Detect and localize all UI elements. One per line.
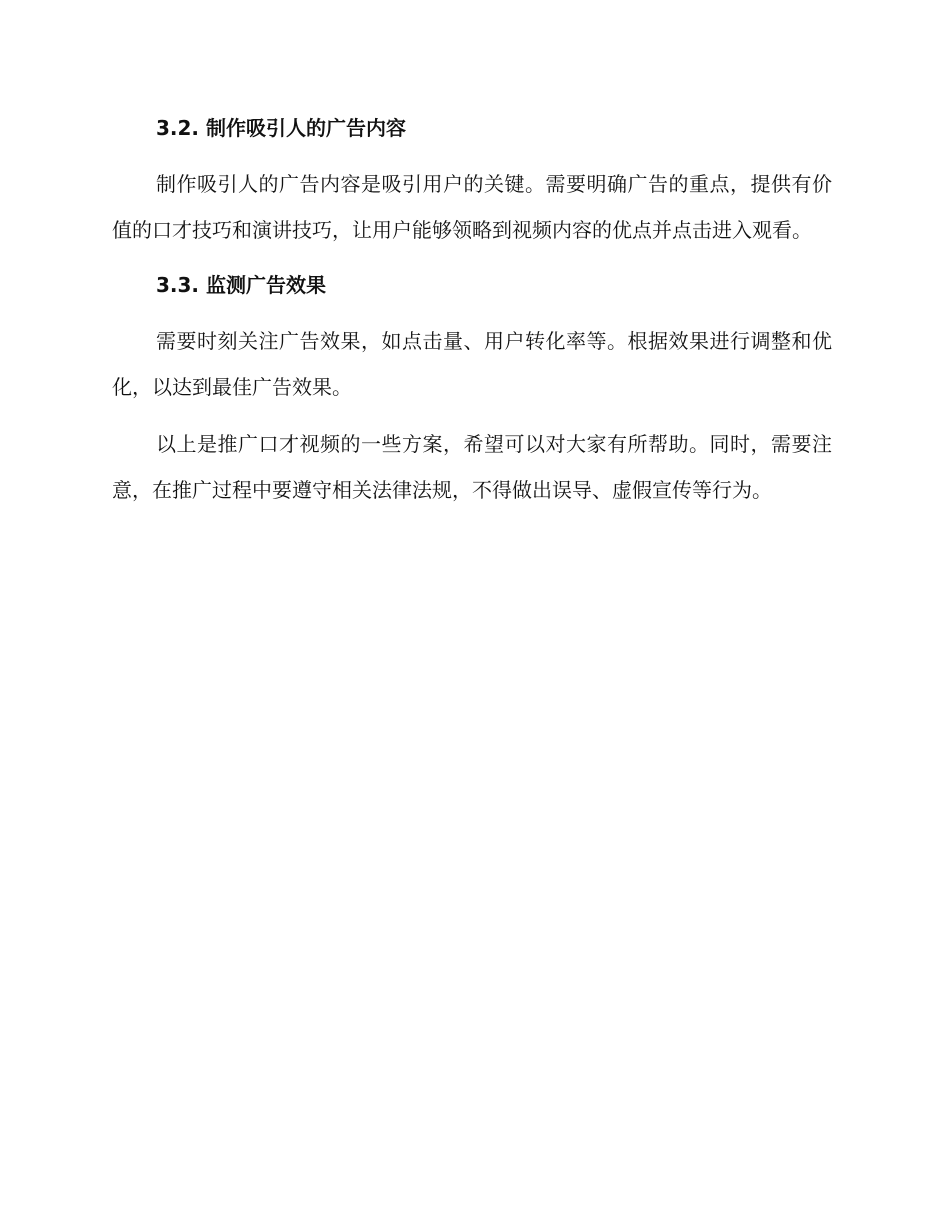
section-heading-3-2: 3.2. 制作吸引人的广告内容 bbox=[156, 116, 406, 140]
spacer bbox=[112, 305, 832, 319]
spacer bbox=[112, 253, 832, 265]
section-heading-3-3: 3.3. 监测广告效果 bbox=[156, 273, 326, 297]
spacer bbox=[112, 148, 832, 162]
conclusion-paragraph: 以上是推广口才视频的一些方案，希望可以对大家有所帮助。同时，需要注意，在推广过程中要遵守相关法律法规，不得做出误导、虚假宣传等行为。 bbox=[112, 432, 832, 502]
spacer bbox=[112, 410, 832, 422]
document-body bbox=[112, 108, 832, 513]
section-paragraph-3-3: 需要时刻关注广告效果，如点击量、用户转化率等。根据效果进行调整和优化，以达到最佳广告效果。 bbox=[112, 329, 832, 399]
section-paragraph-3-2: 制作吸引人的广告内容是吸引用户的关键。需要明确广告的重点，提供有价值的口才技巧和演讲技巧，让用户能够领略到视频内容的优点并点击进入观看。 bbox=[112, 172, 832, 242]
